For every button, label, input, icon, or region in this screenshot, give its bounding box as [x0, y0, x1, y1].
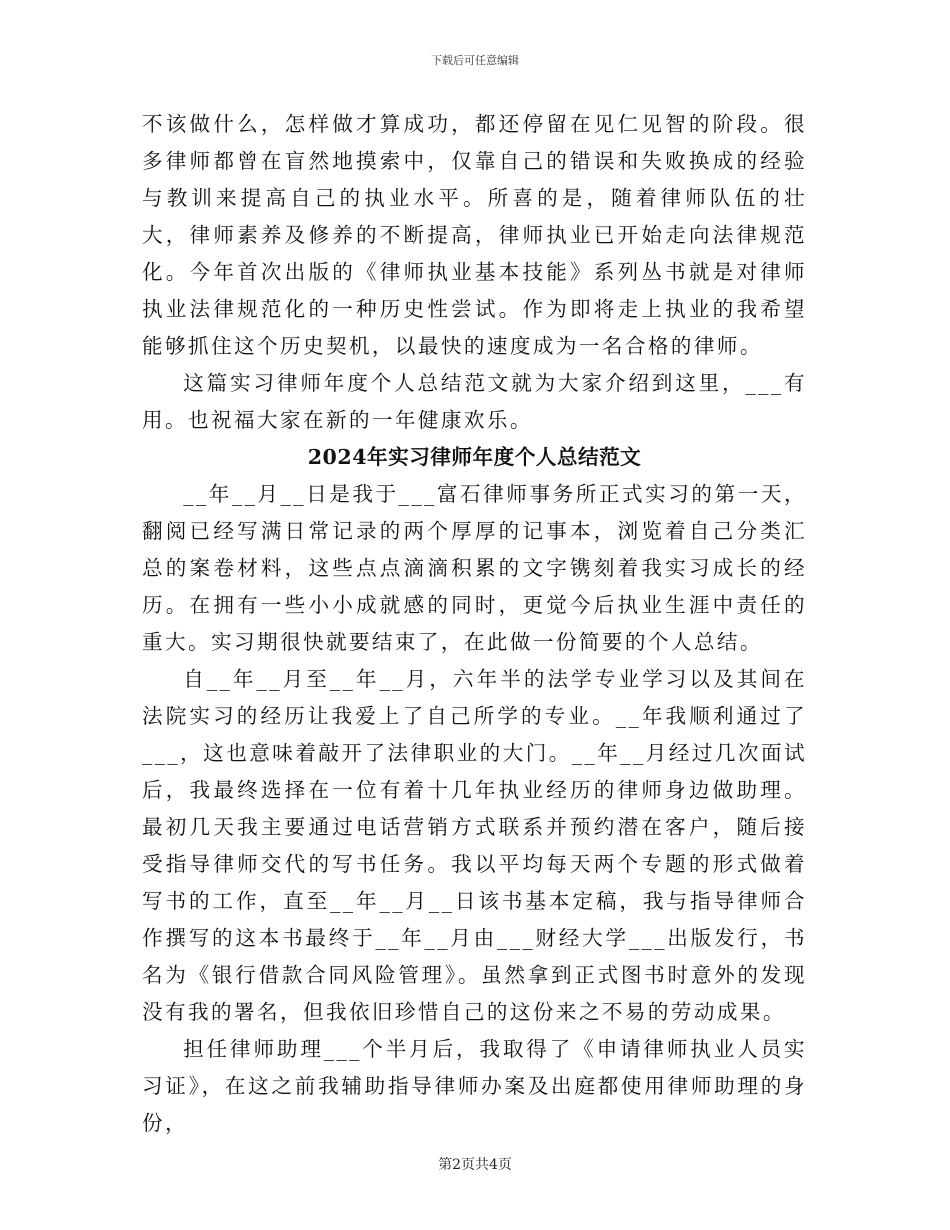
- section-title: 2024年实习律师年度个人总结范文: [307, 445, 642, 469]
- document-body: [142, 106, 807, 1142]
- body-paragraph: 担任律师助理___个半月后，我取得了《申请律师执业人员实习证》，在这之前我辅助指导律师办案及出庭都使用律师助理的身份，: [142, 1037, 807, 1135]
- page-footer: 第2页共4页: [438, 1157, 512, 1173]
- body-paragraph: __年__月__日是我于___富石律师事务所正式实习的第一天，翻阅已经写满日常记录的两个厚厚的记事本，浏览着自己分类汇总的案卷材料，这些点点滴滴积累的文字镌刻着我实习成长的经历。在拥有一些小小成就感的同时，更觉今后执业生涯中责任的重大。实习期很快就要结束了，在此做一份简要的个人总结。: [142, 482, 807, 654]
- page-header: 下载后可任意编辑: [431, 54, 519, 67]
- body-paragraph: 这篇实习律师年度个人总结范文就为大家介绍到这里，___有用。也祝福大家在新的一年健康欢乐。: [142, 371, 807, 432]
- body-paragraph: 自__年__月至__年__月，六年半的法学专业学习以及其间在法院实习的经历让我爱上了自己所学的专业。__年我顺利通过了___，这也意味着敲开了法律职业的大门。__年__月经过几次面试后，我最终选择在一位有着十几年执业经历的律师身边做助理。最初几天我主要通过电话营销方式联系并预约潜在客户，随后接受指导律师交代的写书任务。我以平均每天两个专题的形式做着写书的工作，直至__年__月__日该书基本定稿，我与指导律师合作撰写的这本书最终于__年__月由___财经大学___出版发行，书名为《银行借款合同风险管理》。虽然拿到正式图书时意外的发现没有我的署名，但我依旧珍惜自己的这份来之不易的劳动成果。: [142, 667, 807, 1024]
- body-paragraph: 不该做什么，怎样做才算成功，都还停留在见仁见智的阶段。很多律师都曾在盲然地摸索中，仅靠自己的错误和失败换成的经验与教训来提高自己的执业水平。所喜的是，随着律师队伍的壮大，律师素养及修养的不断提高，律师执业已开始走向法律规范化。今年首次出版的《律师执业基本技能》系列丛书就是对律师执业法律规范化的一种历史性尝试。作为即将走上执业的我希望能够抓住这个历史契机，以最快的速度成为一名合格的律师。: [142, 112, 807, 358]
